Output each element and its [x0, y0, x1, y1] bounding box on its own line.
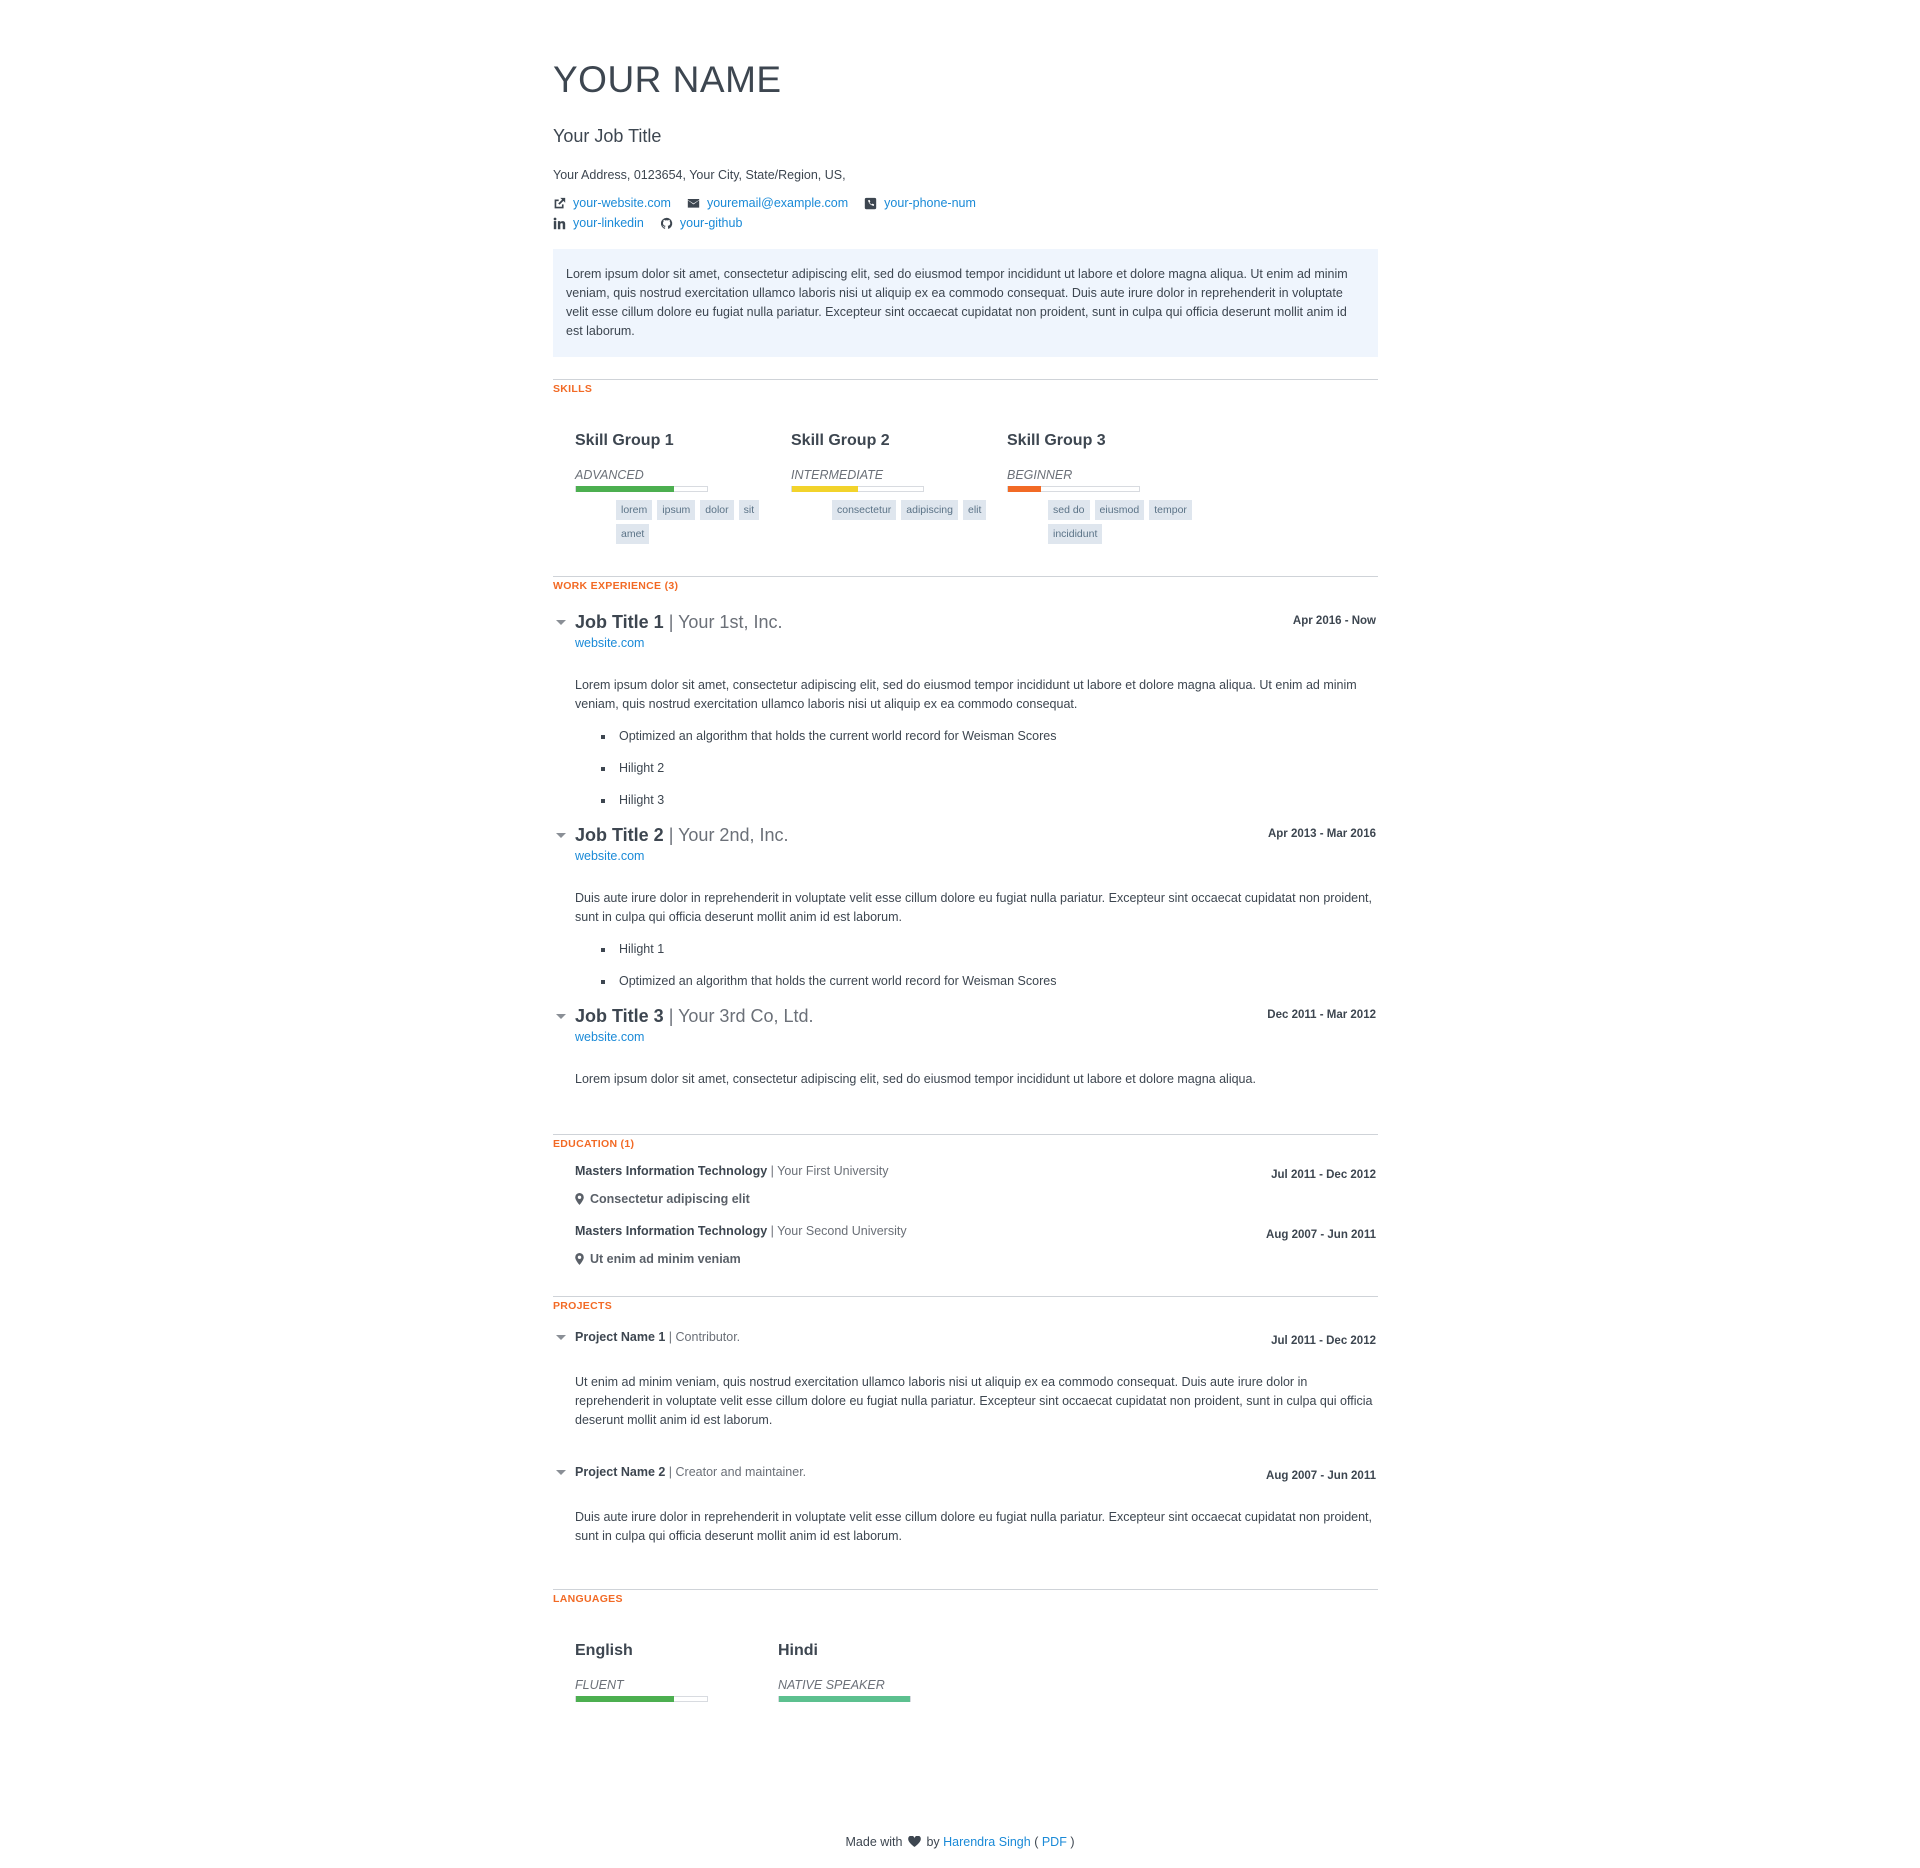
job-title-line — [575, 611, 782, 633]
keyword-tag: sit — [739, 500, 760, 520]
project-role: Contributor. — [675, 1330, 741, 1344]
skill-level-label: ADVANCED — [575, 468, 644, 482]
footer-by: by — [926, 1835, 940, 1849]
job-website — [575, 635, 1378, 651]
education-entry — [575, 1223, 1378, 1266]
skill-keywords — [832, 500, 997, 524]
education-area — [575, 1192, 1378, 1206]
job-website-link[interactable]: website.com — [575, 1030, 645, 1044]
education-header — [575, 1163, 1378, 1183]
email-link[interactable]: youremail@example.com — [706, 196, 849, 210]
language-name: Hindi — [778, 1642, 818, 1659]
website-link[interactable]: your-website.com — [573, 196, 671, 210]
job-position: Job Title 1 — [575, 612, 664, 632]
contact-email — [687, 193, 848, 213]
job-entry — [575, 1005, 1378, 1089]
linkedin-icon — [553, 217, 566, 230]
job-position: Job Title 2 — [575, 825, 664, 845]
contact-linkedin — [553, 213, 644, 233]
project-entry — [575, 1329, 1378, 1430]
education-area — [575, 1252, 1378, 1266]
job-separator: | — [663, 825, 679, 845]
education-header — [575, 1223, 1378, 1243]
job-header — [575, 611, 1378, 633]
skill-level-bar — [575, 486, 708, 492]
education-entry — [575, 1163, 1378, 1206]
job-title-line — [575, 824, 788, 846]
skills-section — [553, 379, 1378, 548]
education-date: Jul 2011 - Dec 2012 — [1271, 1169, 1376, 1181]
projects-section — [553, 1296, 1378, 1546]
job-company: Your 2nd, Inc. — [678, 825, 789, 845]
heart-icon — [908, 1836, 921, 1847]
footer-paren-close: ) — [1070, 1835, 1075, 1849]
contact-row-2 — [553, 213, 1378, 233]
project-header — [575, 1464, 1378, 1484]
job-website — [575, 848, 1378, 864]
job-header — [575, 1005, 1378, 1027]
summary-box: Lorem ipsum dolor sit amet, consectetur adipiscing elit, sed do eiusmod tempor incididunt ut labore et dolore magna aliqua. Ut enim ad minim veniam, quis nostrud exercitation ullamco laboris nisi ut aliquip ex ea commodo consequat. Duis aute irure dolor in reprehenderit in voluptate velit esse cillum dolore eu fugiat nulla pariatur. Excepteur sint occaecat cupidatat non proident, sunt in culpa qui officia deserunt mollit anim id est laborum. — [553, 249, 1378, 357]
languages-grid — [575, 1641, 1378, 1702]
language-name: English — [575, 1642, 633, 1659]
job-entry — [575, 824, 1378, 989]
project-date: Aug 2007 - Jun 2011 — [1266, 1470, 1376, 1482]
author-link[interactable]: Harendra Singh — [943, 1835, 1031, 1849]
project-name: Project Name 1 — [575, 1330, 666, 1344]
envelope-icon — [687, 197, 700, 210]
education-separator: | — [767, 1164, 778, 1178]
job-entry — [575, 611, 1378, 808]
collapse-caret-icon[interactable] — [556, 1335, 566, 1340]
job-date: Dec 2011 - Mar 2012 — [1267, 1009, 1376, 1021]
resume-name: YOUR NAME — [553, 59, 782, 100]
education-institution: Your First University — [777, 1164, 889, 1178]
keyword-tag: incididunt — [1048, 524, 1102, 544]
education-title-line — [575, 1163, 889, 1183]
contact-website — [553, 193, 671, 213]
contact-list — [553, 193, 1378, 233]
map-marker-icon — [575, 1193, 584, 1205]
job-position: Job Title 3 — [575, 1006, 664, 1026]
highlight-item: ▪ Optimized an algorithm that holds the current world record for Weisman Scores — [615, 728, 1378, 744]
skill-level-fill — [1008, 486, 1041, 492]
education-study: Masters Information Technology — [575, 1164, 768, 1178]
job-summary: Lorem ipsum dolor sit amet, consectetur adipiscing elit, sed do eiusmod tempor incididunt ut labore et dolore magna aliqua. — [575, 1072, 1256, 1086]
footer — [0, 1835, 1920, 1849]
language-level-bar — [778, 1696, 911, 1702]
skills-grid — [575, 431, 1378, 548]
keyword-tag: sed do — [1048, 500, 1090, 520]
skill-group-name: Skill Group 2 — [791, 432, 890, 449]
keyword-tag: eiusmod — [1095, 500, 1145, 520]
work-section-title: WORK EXPERIENCE (3) — [553, 580, 679, 592]
project-entry — [575, 1464, 1378, 1546]
skill-keywords — [1048, 500, 1213, 548]
skill-group — [1007, 431, 1223, 548]
project-summary: Duis aute irure dolor in reprehenderit in voluptate velit esse cillum dolore eu fugiat nulla pariatur. Excepteur sint occaecat cupidatat non proident, sunt in culpa qui officia deserunt mollit anim id est laborum. — [575, 1510, 1372, 1543]
job-highlights — [615, 728, 1378, 808]
skill-level-label: BEGINNER — [1007, 468, 1073, 482]
collapse-caret-icon[interactable] — [556, 620, 566, 625]
contact-phone — [864, 193, 976, 213]
project-title-line — [575, 1464, 806, 1484]
pdf-link[interactable]: PDF — [1041, 1835, 1067, 1849]
resume-address: Your Address, 0123654, Your City, State/Region, US, — [553, 168, 846, 182]
keyword-tag: dolor — [700, 500, 733, 520]
skill-keywords — [616, 500, 781, 548]
languages-section-title: LANGUAGES — [553, 1593, 623, 1605]
skill-level-label: INTERMEDIATE — [791, 468, 884, 482]
job-date: Apr 2016 - Now — [1292, 615, 1376, 627]
collapse-caret-icon[interactable] — [556, 833, 566, 838]
highlight-item: ▪ Hilight 1 — [615, 941, 1378, 957]
keyword-tag: amet — [616, 524, 649, 544]
education-section-title: EDUCATION (1) — [553, 1138, 635, 1150]
education-area-text: Consectetur adipiscing elit — [590, 1192, 750, 1206]
keyword-tag: elit — [963, 500, 986, 520]
job-company: Your 1st, Inc. — [678, 612, 783, 632]
skill-level-fill — [792, 486, 858, 492]
education-area-text: Ut enim ad minim veniam — [590, 1252, 741, 1266]
job-date: Apr 2013 - Mar 2016 — [1267, 828, 1376, 840]
footer-paren-open: ( — [1034, 1835, 1039, 1849]
job-company: Your 3rd Co, Ltd. — [678, 1006, 814, 1026]
collapse-caret-icon[interactable] — [556, 1470, 566, 1475]
github-icon — [660, 217, 673, 230]
highlight-item: ▪ Optimized an algorithm that holds the current world record for Weisman Scores — [615, 973, 1378, 989]
language-fluency: FLUENT — [575, 1678, 624, 1692]
education-institution: Your Second University — [777, 1224, 907, 1238]
job-summary: Duis aute irure dolor in reprehenderit in voluptate velit esse cillum dolore eu fugiat nulla pariatur. Excepteur sint occaecat cupidatat non proident, sunt in culpa qui officia deserunt mollit anim id est laborum. — [575, 891, 1372, 924]
external-link-icon — [553, 197, 566, 210]
language-level-fill — [779, 1696, 910, 1702]
keyword-tag: consectetur — [832, 500, 896, 520]
language-fluency: NATIVE SPEAKER — [778, 1678, 885, 1692]
project-title-line — [575, 1329, 740, 1349]
phone-square-icon — [864, 197, 877, 210]
project-name: Project Name 2 — [575, 1465, 666, 1479]
collapse-caret-icon[interactable] — [556, 1014, 566, 1019]
language-level-fill — [576, 1696, 674, 1702]
job-header — [575, 824, 1378, 846]
job-separator: | — [663, 1006, 679, 1026]
education-date: Aug 2007 - Jun 2011 — [1266, 1229, 1376, 1241]
keyword-tag: tempor — [1149, 500, 1192, 520]
resume-container — [553, 55, 1378, 1702]
work-section — [553, 576, 1378, 1089]
education-section — [553, 1134, 1378, 1266]
project-role: Creator and maintainer. — [675, 1465, 807, 1479]
skills-section-title: SKILLS — [553, 383, 593, 395]
github-link[interactable]: your-github — [679, 216, 743, 230]
project-separator: | — [665, 1330, 676, 1344]
phone-link[interactable]: your-phone-num — [884, 196, 976, 210]
keyword-tag: lorem — [616, 500, 652, 520]
language-item — [778, 1641, 981, 1702]
job-summary: Lorem ipsum dolor sit amet, consectetur adipiscing elit, sed do eiusmod tempor incididunt ut labore et dolore magna aliqua. Ut enim ad minim veniam, quis nostrud exercitation ullamco laboris nisi ut aliquip ex ea commodo consequat. — [575, 678, 1357, 711]
job-highlights — [615, 941, 1378, 989]
footer-made-with: Made with — [845, 1835, 903, 1849]
job-website — [575, 1029, 1378, 1045]
job-separator: | — [663, 612, 679, 632]
highlight-item: ▪ Hilight 2 — [615, 760, 1378, 776]
skill-group — [575, 431, 791, 548]
language-level-bar — [575, 1696, 708, 1702]
contact-row-1 — [553, 193, 1378, 213]
skill-group-name: Skill Group 1 — [575, 432, 674, 449]
job-website-link[interactable]: website.com — [575, 636, 645, 650]
education-separator: | — [767, 1224, 778, 1238]
education-study: Masters Information Technology — [575, 1224, 768, 1238]
skill-group-name: Skill Group 3 — [1007, 432, 1106, 449]
skill-group — [791, 431, 1007, 548]
language-item — [575, 1641, 778, 1702]
skill-level-fill — [576, 486, 674, 492]
highlight-item: ▪ Hilight 3 — [615, 792, 1378, 808]
skill-level-bar — [1007, 486, 1140, 492]
linkedin-link[interactable]: your-linkedin — [573, 216, 644, 230]
skill-level-bar — [791, 486, 924, 492]
job-title-line — [575, 1005, 813, 1027]
keyword-tag: ipsum — [657, 500, 695, 520]
resume-job-title: Your Job Title — [553, 126, 662, 146]
project-summary: Ut enim ad minim veniam, quis nostrud exercitation ullamco laboris nisi ut aliquip ex ea commodo consequat. Duis aute irure dolor in reprehenderit in voluptate velit esse cillum dolore eu fugiat nulla pariatur. Excepteur sint occaecat cupidatat non proident, sunt in culpa qui officia deserunt mollit anim id est laborum. — [575, 1375, 1373, 1427]
project-date: Jul 2011 - Dec 2012 — [1271, 1335, 1376, 1347]
map-marker-icon — [575, 1253, 584, 1265]
contact-github — [660, 213, 743, 233]
education-title-line — [575, 1223, 907, 1243]
project-separator: | — [665, 1465, 676, 1479]
job-website-link[interactable]: website.com — [575, 849, 645, 863]
keyword-tag: adipiscing — [901, 500, 958, 520]
languages-section — [553, 1589, 1378, 1702]
project-header — [575, 1329, 1378, 1349]
projects-section-title: PROJECTS — [553, 1300, 612, 1312]
